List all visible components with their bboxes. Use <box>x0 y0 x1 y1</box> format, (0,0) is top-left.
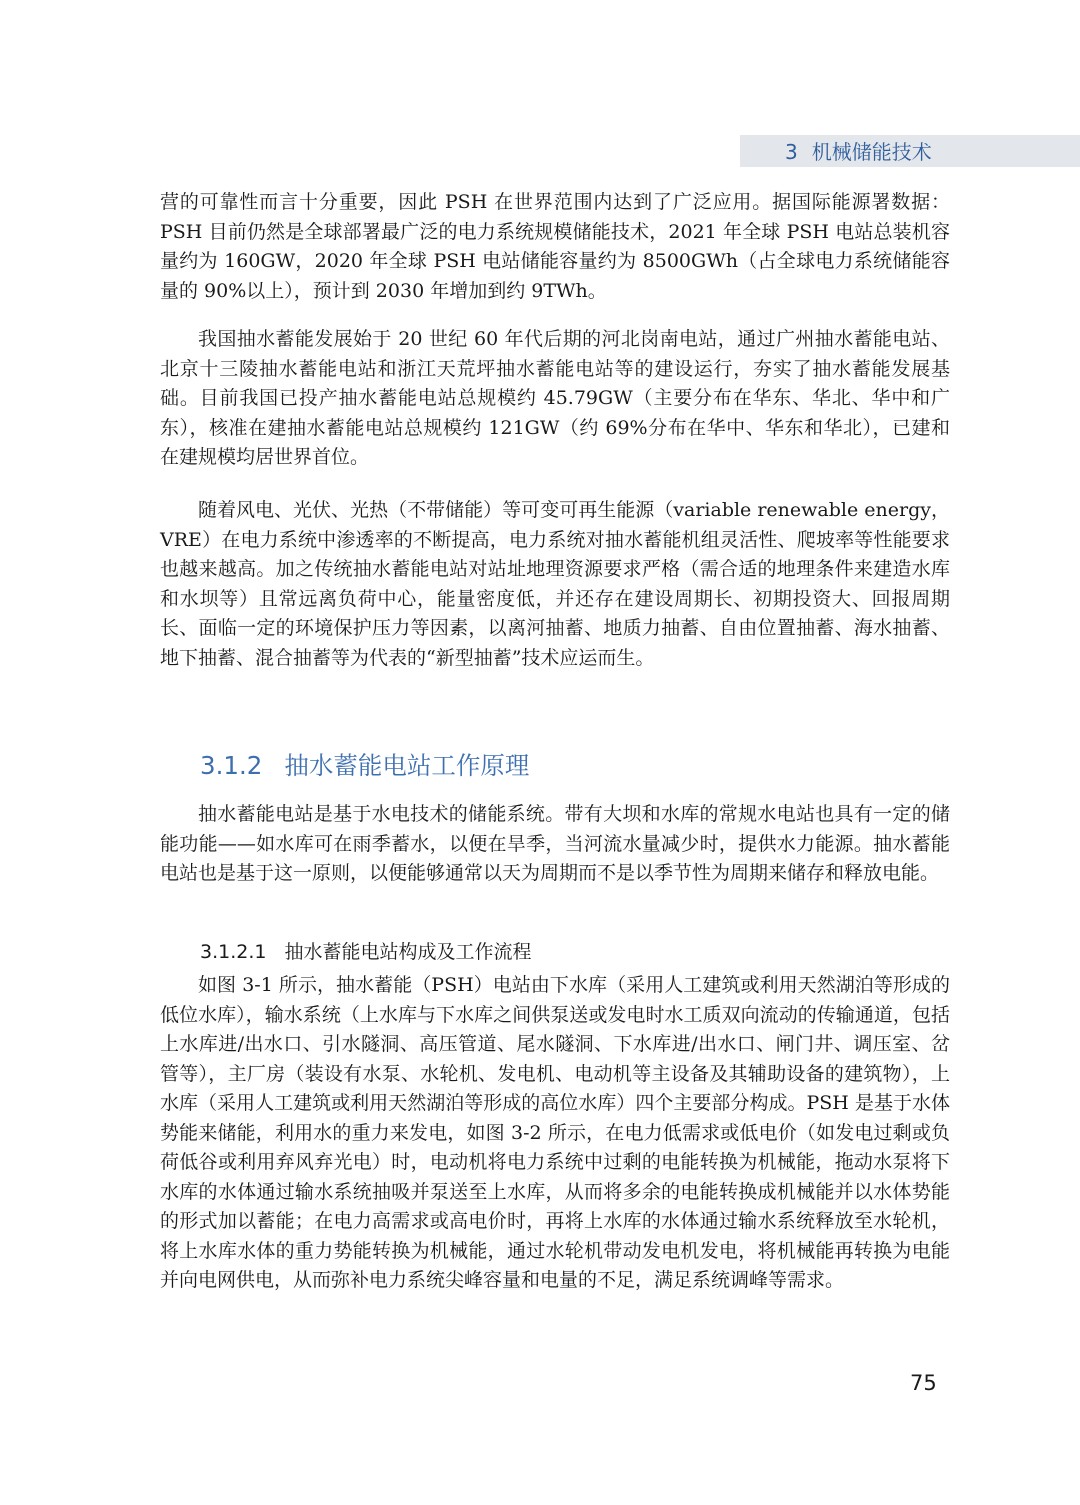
section-title: 抽水蓄能电站工作原理 <box>284 751 530 780</box>
paragraph-principle: 抽水蓄能电站是基于水电技术的储能系统。带有大坝和水库的常规水电站也具有一定的储能功能——如水库可在雨季蓄水，以便在旱季，当河流水量减少时，提供水力能源。抽水蓄能电站也是基于这一原则，以便能够通常以天为周期而不是以季节性为周期来储存和释放电能。 <box>160 803 950 884</box>
paragraph-new-psh: 随着风电、光伏、光热（不带储能）等可变可再生能源（variable renewable energy，VRE）在电力系统中渗透率的不断提高，电力系统对抽水蓄能机组灵活性、爬坡率等性能要求也越来越高。加之传统抽水蓄能电站对站址地理资源要求严格（需合适的地理条件来建造水库和水坝等）且常远离负荷中心，能量密度低，并还存在建设周期长、初期投资大、回报周期长、面临一定的环境保护压力等因素，以离河抽蓄、地质力抽蓄、自由位置抽蓄、海水抽蓄、地下抽蓄、混合抽蓄等为代表的“新型抽蓄”技术应运而生。 <box>160 499 950 669</box>
paragraph-china-development: 我国抽水蓄能发展始于 20 世纪 60 年代后期的河北岗南电站，通过广州抽水蓄能电站、北京十三陵抽水蓄能电站和浙江天荒坪抽水蓄能电站等的建设运行，夯实了抽水蓄能发展基础。目前我国已投产抽水蓄能电站总规模约 45.79GW（主要分布在华东、华北、华中和广东），核准在建抽水蓄能电站总规模约 121GW（约 69%分布在华中、华东和华北），已建和在建规模均居世界首位。 <box>160 328 950 468</box>
section-heading <box>200 748 529 784</box>
paragraph-psh-global: 营的可靠性而言十分重要，因此 PSH 在世界范围内达到了广泛应用。据国际能源署数据：PSH 目前仍然是全球部署最广泛的电力系统规模储能技术，2021 年全球 PSH 电站总装机容量约为 160GW，2020 年全球 PSH 电站储能容量约为 8500GWh（占全球电力系统储能容量的 90%以上），预计到 2030 年增加到约 9TWh。 <box>160 191 950 302</box>
chapter-header <box>785 138 932 166</box>
subsection-title: 抽水蓄能电站构成及工作流程 <box>284 941 532 963</box>
subsection-heading <box>200 938 532 966</box>
subsection-number: 3.1.2.1 <box>200 941 267 963</box>
page-number: 75 <box>910 1371 937 1395</box>
chapter-title: 机械储能技术 <box>811 140 932 164</box>
section-number: 3.1.2 <box>200 751 263 780</box>
paragraph-structure: 如图 3-1 所示，抽水蓄能（PSH）电站由下水库（采用人工建筑或利用天然湖泊等形成的低位水库），输水系统（上水库与下水库之间供泵送或发电时水工质双向流动的传输通道，包括上水库进/出水口、引水隧洞、高压管道、尾水隧洞、下水库进/出水口、闸门井、调压室、岔管等），主厂房（装设有水泵、水轮机、发电机、电动机等主设备及其辅助设备的建筑物），上水库（采用人工建筑或利用天然湖泊等形成的高位水库）四个主要部分构成。PSH 是基于水体势能来储能，利用水的重力来发电，如图 3-2 所示，在电力低需求或低电价（如发电过剩或负荷低谷或利用弃风弃光电）时，电动机将电力系统中过剩的电能转换为机械能，拖动水泵将下水库的水体通过输水系统抽吸并泵送至上水库，从而将多余的电能转换成机械能并以水体势能的形式加以蓄能；在电力高需求或高电价时，再将上水库的水体通过输水系统释放至水轮机，将上水库水体的重力势能转换为机械能，通过水轮机带动发电机发电，将机械能再转换为电能并向电网供电，从而弥补电力系统尖峰容量和电量的不足，满足系统调峰等需求。 <box>160 974 950 1291</box>
chapter-number: 3 <box>785 140 798 164</box>
